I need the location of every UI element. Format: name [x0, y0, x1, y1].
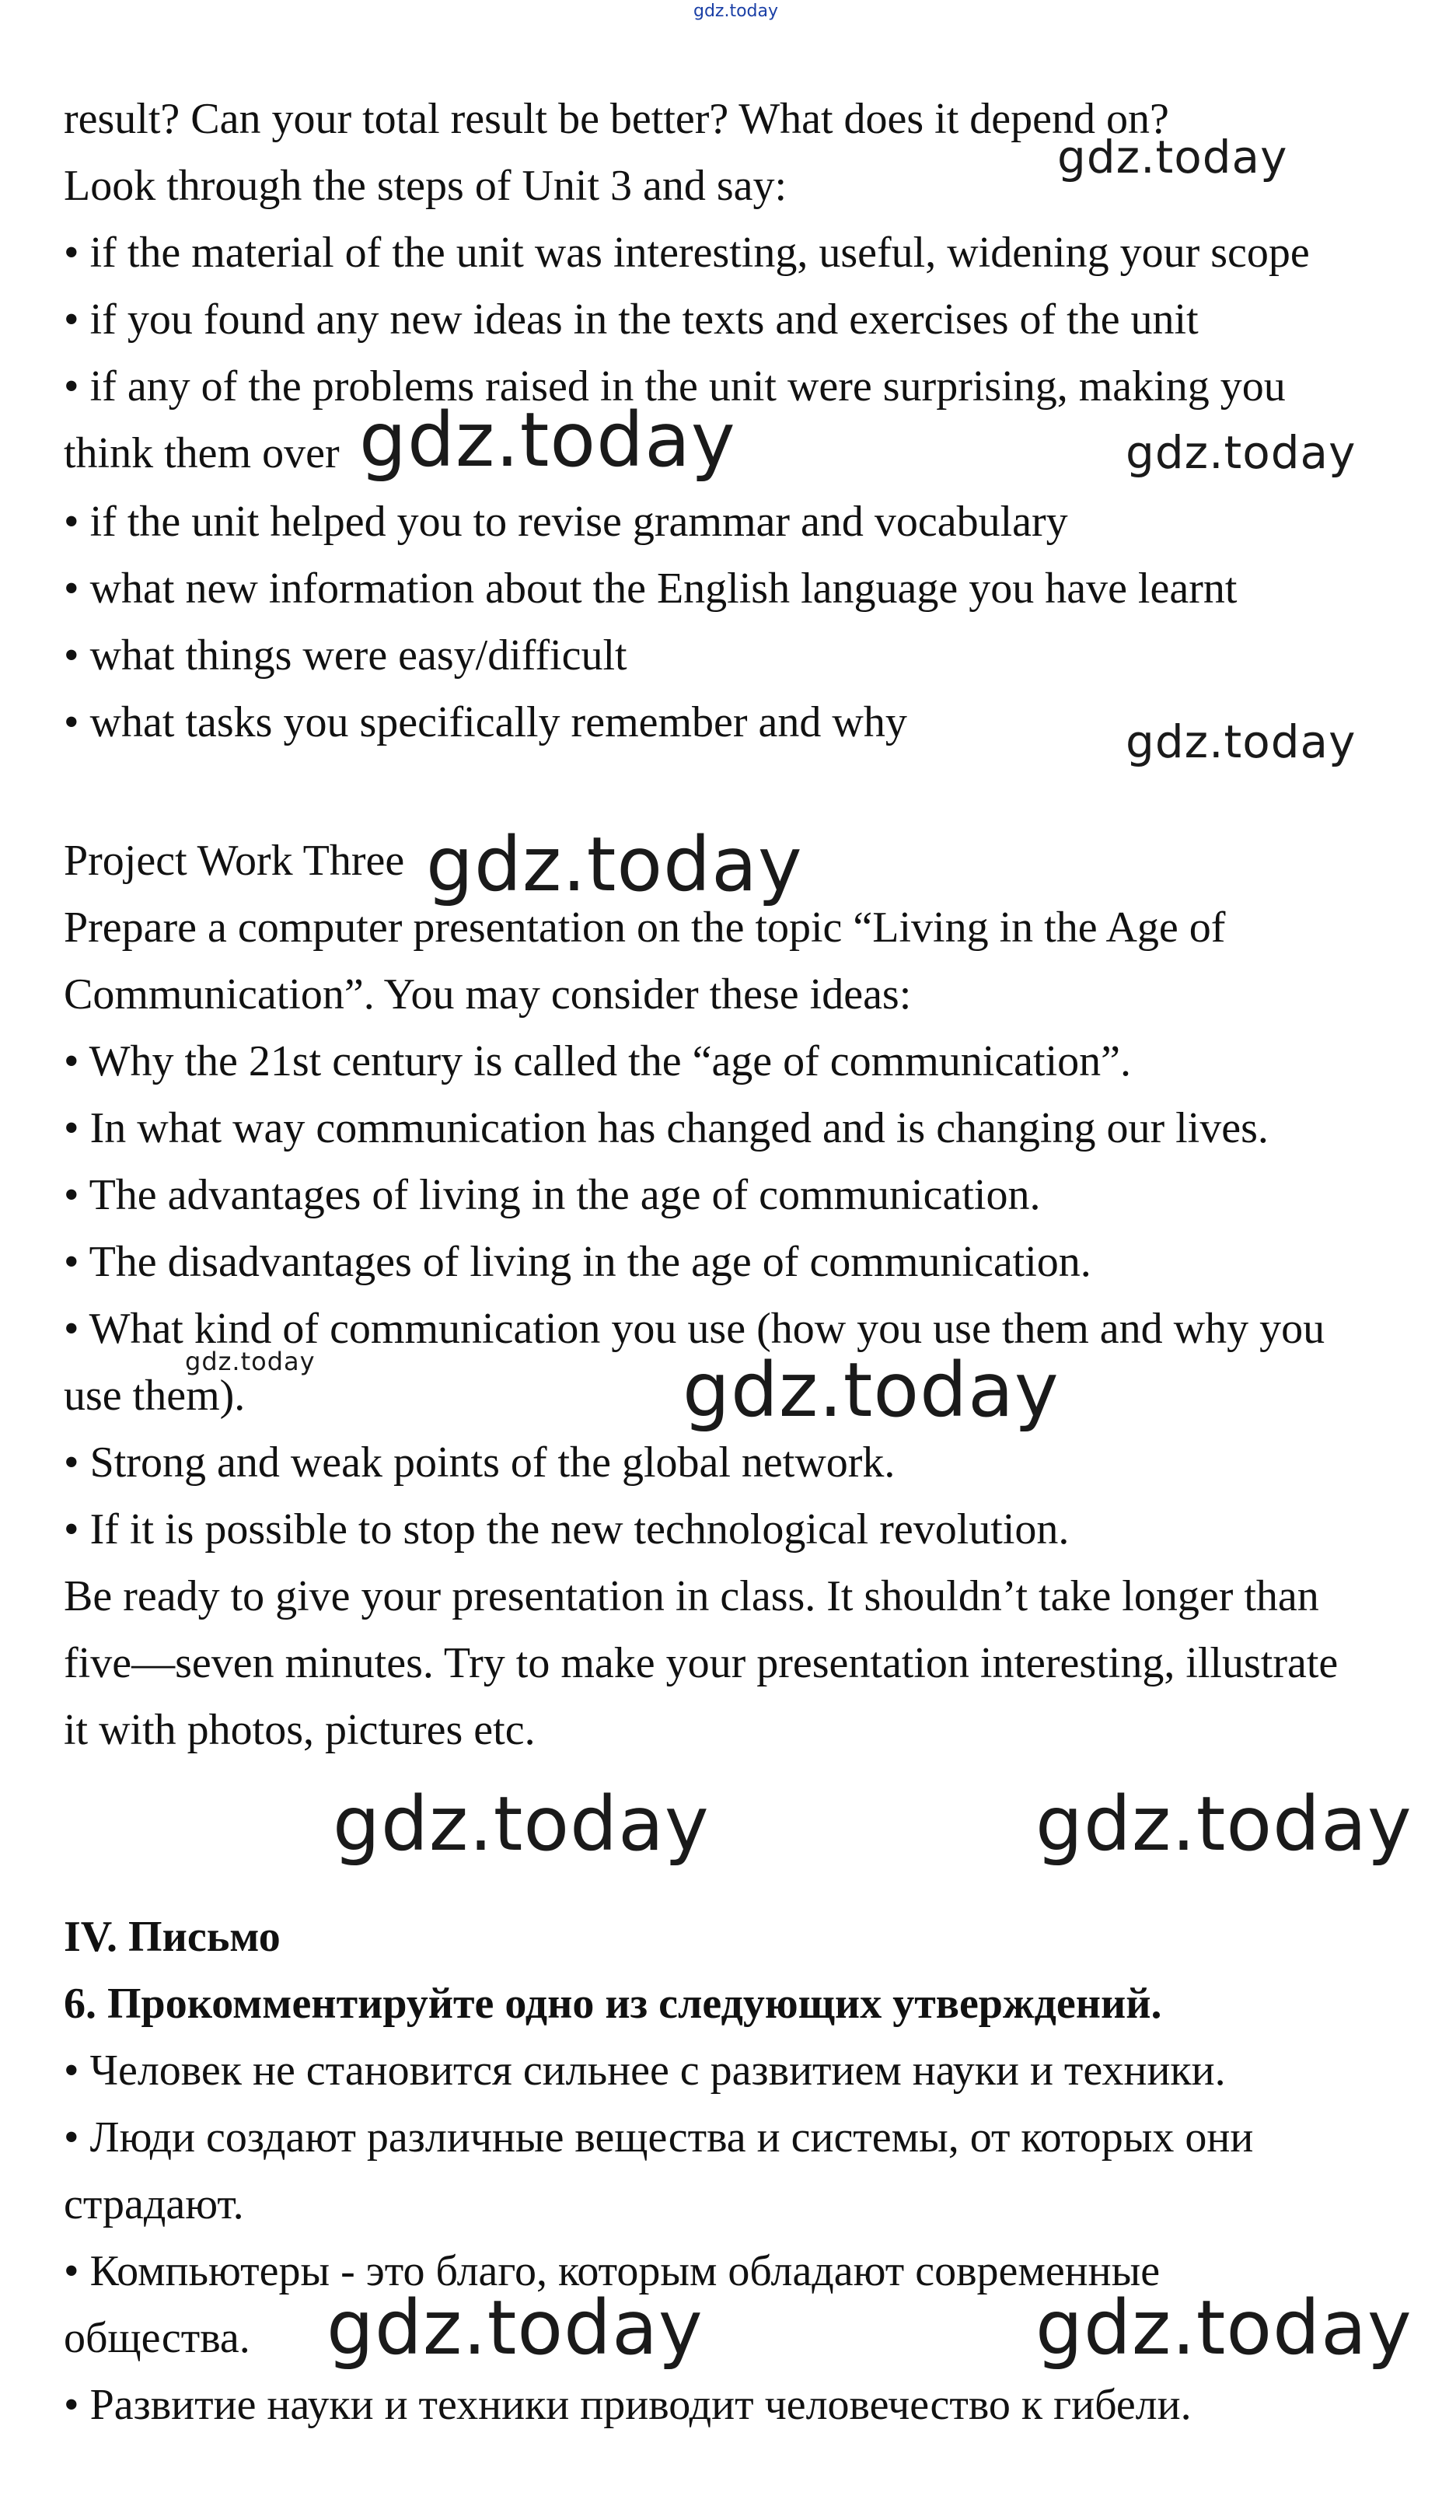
text-line: страдают.: [64, 2180, 244, 2228]
list-item: • what new information about the English language you have learnt: [64, 564, 1238, 613]
text-line: think them over: [64, 429, 340, 477]
list-item: • what things were easy/difficult: [64, 631, 627, 680]
text-line: Prepare a computer presentation on the topic “Living in the Age of: [64, 903, 1226, 952]
list-item: • Strong and weak points of the global network.: [64, 1438, 896, 1487]
text-line: общества.: [64, 2314, 250, 2362]
watermark: gdz.today: [683, 1347, 1060, 1434]
text-line: result? Can your total result be better? What does it depend on?: [64, 95, 1169, 143]
list-item: • Компьютеры - это благо, которым обладают современные: [64, 2247, 1161, 2295]
text-line: Look through the steps of Unit 3 and say:: [64, 162, 787, 210]
list-item: • Why the 21st century is called the “age of communication”.: [64, 1037, 1132, 1085]
list-item: • The disadvantages of living in the age of communication.: [64, 1238, 1091, 1286]
list-item: • If it is possible to stop the new technological revolution.: [64, 1505, 1070, 1554]
list-item: • What kind of communication you use (how you use them and why you: [64, 1305, 1325, 1353]
text-line: Be ready to give your presentation in class. It shouldn’t take longer than: [64, 1572, 1319, 1620]
watermark: gdz.today: [1035, 1781, 1412, 1868]
list-item: • The advantages of living in the age of communication.: [64, 1171, 1041, 1219]
text-line: use them).: [64, 1372, 246, 1420]
list-item: • Люди создают различные вещества и системы, от которых они: [64, 2113, 1254, 2162]
watermark: gdz.today: [326, 2284, 704, 2371]
list-item: • what tasks you specifically remember and why: [64, 698, 907, 746]
list-item: • if the unit helped you to revise grammar and vocabulary: [64, 498, 1068, 546]
list-item: • Развитие науки и техники приводит человечество к гибели.: [64, 2381, 1192, 2429]
list-item: • Человек не становится сильнее с развитием науки и техники.: [64, 2046, 1226, 2095]
list-item: • if any of the problems raised in the unit were surprising, making you: [64, 362, 1286, 411]
watermark: gdz.today: [185, 1347, 316, 1376]
section-title: Project Work Three: [64, 837, 405, 885]
section-heading: IV. Письмо: [64, 1913, 281, 1961]
watermark: gdz.today: [1126, 426, 1356, 479]
list-item: • In what way communication has changed and is changing our lives.: [64, 1104, 1269, 1152]
watermark: gdz.today: [1035, 2284, 1412, 2371]
watermark: gdz.today: [1126, 715, 1356, 768]
text-line: five—seven minutes. Try to make your presentation interesting, illustrate: [64, 1639, 1339, 1687]
watermark: gdz.today: [1057, 131, 1288, 183]
text-line: Communication”. You may consider these ideas:: [64, 970, 912, 1019]
text-line: it with photos, pictures etc.: [64, 1706, 536, 1754]
task-heading: 6. Прокомментируйте одно из следующих утверждений.: [64, 1980, 1162, 2028]
header-watermark: gdz.today: [693, 2, 779, 21]
list-item: • if the material of the unit was interesting, useful, widening your scope: [64, 229, 1310, 277]
watermark: gdz.today: [426, 821, 803, 908]
list-item: • if you found any new ideas in the texts and exercises of the unit: [64, 295, 1199, 344]
watermark: gdz.today: [359, 397, 736, 484]
watermark: gdz.today: [333, 1781, 710, 1868]
